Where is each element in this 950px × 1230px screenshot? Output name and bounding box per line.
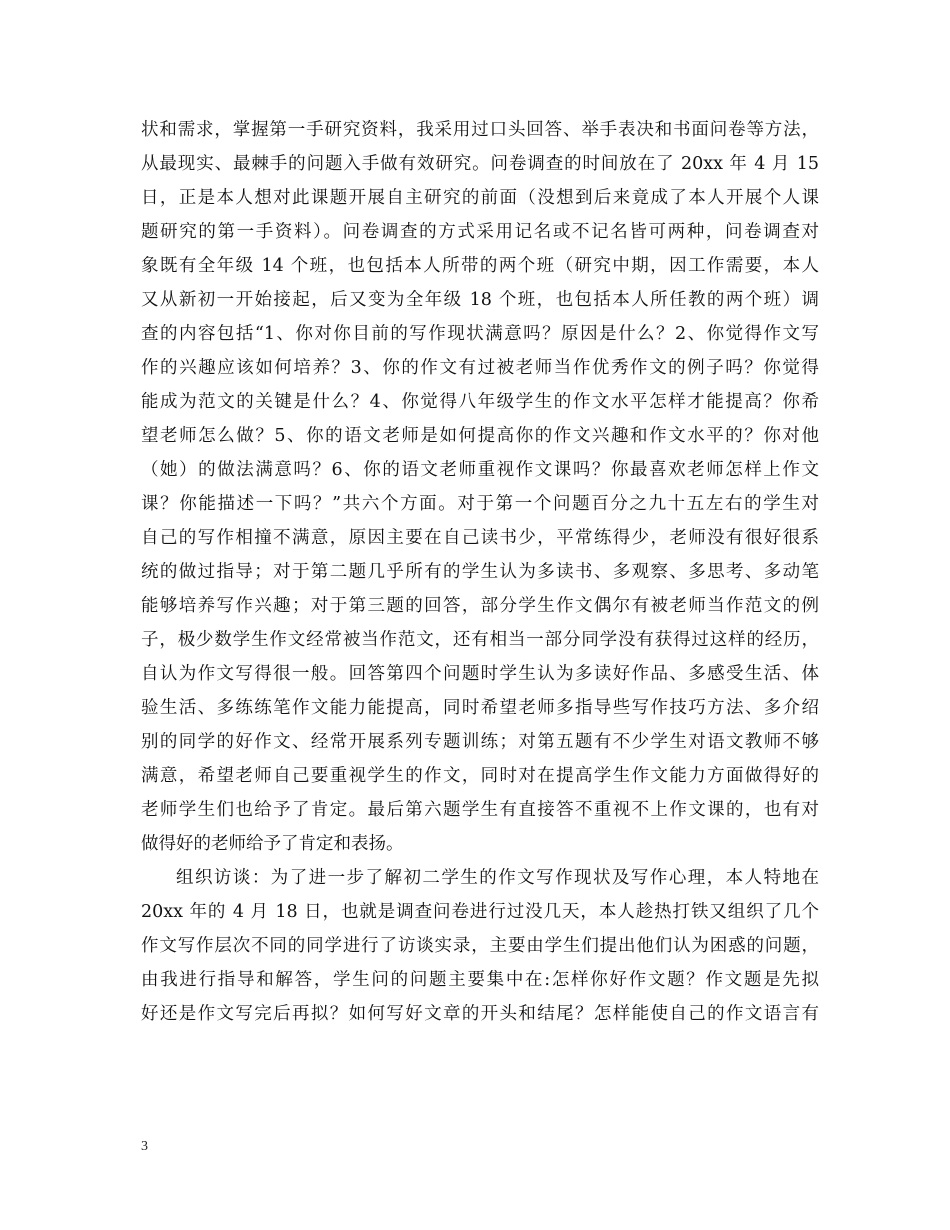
text-line: 由我进行指导和解答，学生问的问题主要集中在:怎样你好作文题？作文题是先拟 — [141, 970, 819, 990]
text-line: 老师学生们也给予了肯定。最后第六题学生有直接答不重视不上作文课的，也有对 — [141, 800, 819, 820]
page-number: 3 — [141, 1139, 148, 1154]
text-line: 日，正是本人想对此课题开展自主研究的前面（没想到后来竟成了本人开展个人课 — [141, 188, 819, 208]
text-line: 自认为作文写得很一般。回答第四个问题时学生认为多读好作品、多感受生活、体 — [141, 664, 819, 684]
text-line: 作文写作层次不同的同学进行了访谈实录，主要由学生们提出他们认为困惑的问题， — [141, 936, 819, 956]
text-line: 组织访谈：为了进一步了解初二学生的作文写作现状及写作心理，本人特地在 — [176, 868, 819, 888]
text-line: 统的做过指导；对于第二题几乎所有的学生认为多读书、多观察、多思考、多动笔 — [141, 562, 819, 582]
text-line: 做得好的老师给予了肯定和表扬。 — [141, 834, 404, 854]
text-line: 能成为范文的关键是什么？4、你觉得八年级学生的作文水平怎样才能提高？你希 — [141, 392, 819, 412]
text-line: 子，极少数学生作文经常被当作范文，还有相当一部分同学没有获得过这样的经历， — [141, 630, 819, 650]
text-line: 满意，希望老师自己要重视学生的作文，同时对在提高学生作文能力方面做得好的 — [141, 766, 819, 786]
text-line: 好还是作文写完后再拟？如何写好文章的开头和结尾？怎样能使自己的作文语言有 — [141, 1004, 819, 1024]
text-line: 望老师怎么做？5、你的语文老师是如何提高你的作文兴趣和作文水平的？你对他 — [141, 426, 819, 446]
text-line: 从最现实、最棘手的问题入手做有效研究。问卷调查的时间放在了 20xx 年 4 月 15 — [141, 154, 819, 174]
text-line: （她）的做法满意吗？6、你的语文老师重视作文课吗？你最喜欢老师怎样上作文 — [141, 460, 819, 480]
text-line: 象既有全年级 14 个班，也包括本人所带的两个班（研究中期，因工作需要，本人 — [141, 256, 819, 276]
text-line: 课？你能描述一下吗？”共六个方面。对于第一个问题百分之九十五左右的学生对 — [141, 494, 819, 514]
text-line: 题研究的第一手资料）。问卷调查的方式采用记名或不记名皆可两种，问卷调查对 — [141, 222, 819, 242]
text-line: 作的兴趣应该如何培养？3、你的作文有过被老师当作优秀作文的例子吗？你觉得 — [141, 358, 819, 378]
text-line: 又从新初一开始接起，后又变为全年级 18 个班，也包括本人所任教的两个班）调 — [141, 290, 819, 310]
text-line: 能够培养写作兴趣；对于第三题的回答，部分学生作文偶尔有被老师当作范文的例 — [141, 596, 819, 616]
text-line: 验生活、多练练笔作文能力能提高，同时希望老师多指导些写作技巧方法、多介绍 — [141, 698, 819, 718]
text-line: 20xx 年的 4 月 18 日，也就是调查问卷进行过没几天，本人趁热打铁又组织了几个 — [141, 902, 819, 922]
text-line: 状和需求，掌握第一手研究资料，我采用过口头回答、举手表决和书面问卷等方法， — [141, 120, 819, 140]
text-line: 别的同学的好作文、经常开展系列专题训练；对第五题有不少学生对语文教师不够 — [141, 732, 819, 752]
text-line: 自己的写作相撞不满意，原因主要在自己读书少，平常练得少，老师没有很好很系 — [141, 528, 819, 548]
text-line: 查的内容包括“1、你对你目前的写作现状满意吗？原因是什么？2、你觉得作文写 — [141, 324, 819, 344]
